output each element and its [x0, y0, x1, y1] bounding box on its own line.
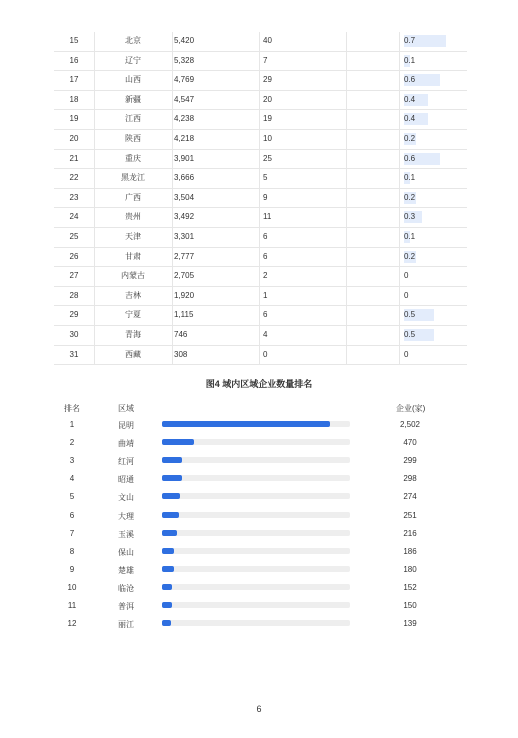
bar-fill — [162, 421, 330, 427]
share-cell — [404, 306, 466, 325]
value-cell: 2,705 — [174, 271, 195, 281]
share-value: 0.6 — [404, 75, 416, 85]
region-name: 玉溪 — [118, 529, 134, 539]
bar-fill — [162, 512, 179, 518]
region-cell: 广西 — [125, 192, 141, 202]
region-name: 昭通 — [118, 475, 134, 485]
share-cell — [404, 71, 466, 90]
share-value: 0.5 — [404, 310, 416, 320]
rank-cell: 28 — [69, 290, 79, 300]
bar-fill — [162, 548, 174, 554]
value-cell: 4,547 — [174, 94, 195, 104]
rank-cell: 19 — [69, 114, 79, 124]
rank-cell: 18 — [69, 94, 79, 104]
table-row — [54, 71, 467, 91]
enterprise-count: 298 — [403, 474, 417, 484]
share-cell — [404, 326, 466, 345]
enterprise-count: 299 — [403, 456, 417, 466]
rank-cell: 30 — [69, 329, 79, 339]
bar-fill — [162, 475, 182, 481]
enterprise-count: 251 — [403, 510, 417, 520]
enterprise-count: 274 — [403, 492, 417, 502]
share-value: 0.1 — [404, 173, 416, 183]
table-row — [54, 169, 467, 189]
value-cell: 40 — [263, 36, 272, 45]
enterprise-count: 152 — [403, 582, 417, 592]
header-rank: 排名 — [64, 404, 80, 413]
region-cell: 吉林 — [125, 290, 141, 300]
ranking-row — [0, 456, 518, 474]
value-cell: 20 — [263, 94, 272, 104]
ranking-row — [0, 565, 518, 583]
enterprise-count: 186 — [403, 546, 417, 556]
region-cell: 山西 — [125, 75, 141, 85]
share-value: 0.1 — [404, 55, 416, 65]
bar-track — [162, 493, 350, 499]
rank-cell: 20 — [69, 133, 79, 143]
table-row — [54, 346, 467, 366]
region-name: 丽江 — [118, 620, 134, 630]
share-value: 0 — [404, 271, 409, 281]
region-cell: 重庆 — [125, 153, 141, 163]
table-row — [54, 91, 467, 111]
enterprise-count: 470 — [403, 438, 417, 448]
ranking-row — [0, 438, 518, 456]
rank-cell: 16 — [69, 55, 79, 65]
header-region: 区域 — [118, 404, 134, 413]
share-cell — [404, 267, 466, 286]
ranking-row — [0, 420, 518, 438]
rank-number: 10 — [67, 582, 77, 592]
value-cell: 2 — [263, 271, 268, 281]
rank-number: 2 — [69, 438, 75, 448]
region-cell: 北京 — [125, 36, 141, 45]
table-row — [54, 208, 467, 228]
rank-number: 11 — [67, 601, 77, 610]
value-cell: 1 — [263, 290, 268, 300]
value-cell: 4 — [263, 329, 268, 339]
region-cell: 青海 — [125, 329, 141, 339]
ranking-row — [0, 583, 518, 601]
region-cell: 辽宁 — [125, 55, 141, 65]
share-cell — [404, 130, 466, 149]
ranking-row — [0, 529, 518, 547]
bar-track — [162, 584, 350, 590]
bar-fill — [162, 620, 171, 626]
value-cell: 11 — [263, 212, 272, 222]
region-name: 曲靖 — [118, 439, 134, 449]
rank-cell: 24 — [69, 212, 79, 222]
table-row — [54, 248, 467, 268]
ranking-row — [0, 492, 518, 510]
page-number: 6 — [256, 704, 262, 714]
share-value: 0.7 — [404, 36, 416, 45]
share-value: 0.5 — [404, 329, 416, 339]
value-cell: 19 — [263, 114, 272, 124]
share-cell — [404, 208, 466, 227]
ranking-row — [0, 511, 518, 529]
rank-cell: 15 — [69, 36, 79, 45]
value-cell: 6 — [263, 251, 268, 261]
bar-fill — [162, 457, 182, 463]
value-cell: 9 — [263, 192, 268, 202]
value-cell: 3,492 — [174, 212, 195, 222]
value-cell: 3,666 — [174, 173, 195, 183]
bar-track — [162, 620, 350, 626]
rank-number: 3 — [69, 456, 75, 466]
rank-cell: 31 — [69, 349, 79, 359]
value-cell: 1,920 — [174, 290, 195, 300]
region-name: 文山 — [118, 493, 134, 503]
value-cell: 3,504 — [174, 192, 195, 202]
enterprise-count: 150 — [403, 601, 417, 610]
ranking-title: 图4 域内区域企业数量排名 — [205, 379, 313, 389]
region-name: 保山 — [118, 547, 134, 557]
bar-fill — [162, 584, 172, 590]
value-cell: 25 — [263, 153, 272, 163]
rank-cell: 21 — [69, 153, 79, 163]
share-value: 0.4 — [404, 114, 416, 124]
enterprise-count: 2,502 — [399, 420, 421, 429]
region-cell: 新疆 — [125, 94, 141, 104]
table-row — [54, 110, 467, 130]
rank-cell: 23 — [69, 192, 79, 202]
region-cell: 黑龙江 — [121, 173, 145, 183]
value-cell: 4,218 — [174, 133, 195, 143]
share-value: 0.2 — [404, 251, 416, 261]
value-cell: 5,328 — [174, 55, 195, 65]
bar-track — [162, 421, 350, 427]
value-cell: 29 — [263, 75, 272, 85]
value-cell: 4,769 — [174, 75, 195, 85]
bar-track — [162, 602, 350, 608]
region-cell: 内蒙古 — [121, 271, 145, 281]
rank-number: 5 — [69, 492, 75, 502]
rank-cell: 22 — [69, 173, 79, 183]
table-row — [54, 267, 467, 287]
share-cell — [404, 32, 466, 51]
value-cell: 7 — [263, 55, 268, 65]
share-cell — [404, 169, 466, 188]
table-row — [54, 32, 467, 52]
table-row — [54, 150, 467, 170]
value-cell: 5 — [263, 173, 268, 183]
table-row — [54, 130, 467, 150]
value-cell: 746 — [174, 329, 188, 339]
region-name: 红河 — [118, 457, 134, 467]
region-cell: 陕西 — [125, 133, 141, 143]
rank-cell: 17 — [69, 75, 79, 85]
bar-track — [162, 475, 350, 481]
rank-cell: 29 — [69, 310, 79, 320]
rank-cell: 27 — [69, 271, 79, 281]
value-cell: 0 — [263, 349, 268, 359]
region-cell: 甘肃 — [125, 251, 141, 261]
bar-fill — [162, 530, 177, 536]
value-cell: 6 — [263, 310, 268, 320]
bar-track — [162, 439, 350, 445]
share-cell — [404, 110, 466, 129]
share-cell — [404, 52, 466, 71]
share-value: 0.6 — [404, 153, 416, 163]
table-row — [54, 189, 467, 209]
table-row — [54, 287, 467, 307]
share-cell — [404, 287, 466, 306]
region-name: 临沧 — [118, 583, 134, 593]
region-cell: 贵州 — [125, 212, 141, 222]
value-cell: 3,301 — [174, 231, 195, 241]
share-value: 0.2 — [404, 192, 416, 202]
ranking-row — [0, 547, 518, 565]
region-name: 普洱 — [118, 602, 134, 611]
bar-fill — [162, 439, 194, 445]
value-cell: 3,901 — [174, 153, 195, 163]
bar-track — [162, 566, 350, 572]
header-count: 企业(家) — [396, 404, 426, 413]
share-value: 0.1 — [404, 231, 416, 241]
rank-number: 6 — [69, 510, 75, 520]
table-row — [54, 306, 467, 326]
share-value: 0.3 — [404, 212, 416, 222]
bar-track — [162, 548, 350, 554]
enterprise-count: 139 — [403, 619, 417, 629]
value-cell: 308 — [174, 349, 188, 359]
share-value: 0.2 — [404, 133, 416, 143]
share-cell — [404, 228, 466, 247]
share-value: 0 — [404, 290, 409, 300]
region-cell: 天津 — [125, 231, 141, 241]
share-cell — [404, 189, 466, 208]
region-name: 大理 — [118, 511, 134, 521]
bar-track — [162, 512, 350, 518]
region-name: 楚雄 — [118, 565, 134, 575]
table-row — [54, 326, 467, 346]
region-cell: 江西 — [125, 114, 141, 124]
rank-cell: 25 — [69, 231, 79, 241]
share-cell — [404, 248, 466, 267]
ranking-row — [0, 474, 518, 492]
bar-track — [162, 457, 350, 463]
table-row — [54, 228, 467, 248]
ranking-row — [0, 619, 518, 637]
rank-cell: 26 — [69, 251, 79, 261]
bar-track — [162, 530, 350, 536]
enterprise-count: 216 — [403, 528, 417, 538]
province-table — [54, 32, 467, 365]
value-cell: 6 — [263, 231, 268, 241]
share-cell — [404, 91, 466, 110]
value-cell: 2,777 — [174, 251, 195, 261]
value-cell: 5,420 — [174, 36, 195, 45]
value-cell: 1,115 — [174, 310, 194, 320]
enterprise-count: 180 — [403, 564, 417, 574]
bar-fill — [162, 493, 180, 499]
bar-fill — [162, 566, 174, 572]
table-row — [54, 52, 467, 72]
share-cell — [404, 346, 466, 365]
rank-number: 12 — [67, 619, 77, 629]
value-cell: 4,238 — [174, 114, 195, 124]
rank-number: 8 — [69, 546, 75, 556]
rank-number: 4 — [69, 474, 75, 484]
region-cell: 西藏 — [125, 349, 141, 359]
ranking-row — [0, 601, 518, 619]
region-name: 昆明 — [118, 421, 134, 430]
bar-fill — [162, 602, 172, 608]
region-cell: 宁夏 — [125, 310, 141, 320]
share-cell — [404, 150, 466, 169]
share-value: 0.4 — [404, 94, 416, 104]
value-cell: 10 — [263, 133, 272, 143]
rank-number: 7 — [69, 528, 75, 538]
rank-number: 9 — [69, 564, 75, 574]
share-value: 0 — [404, 349, 409, 359]
rank-number: 1 — [69, 420, 75, 429]
